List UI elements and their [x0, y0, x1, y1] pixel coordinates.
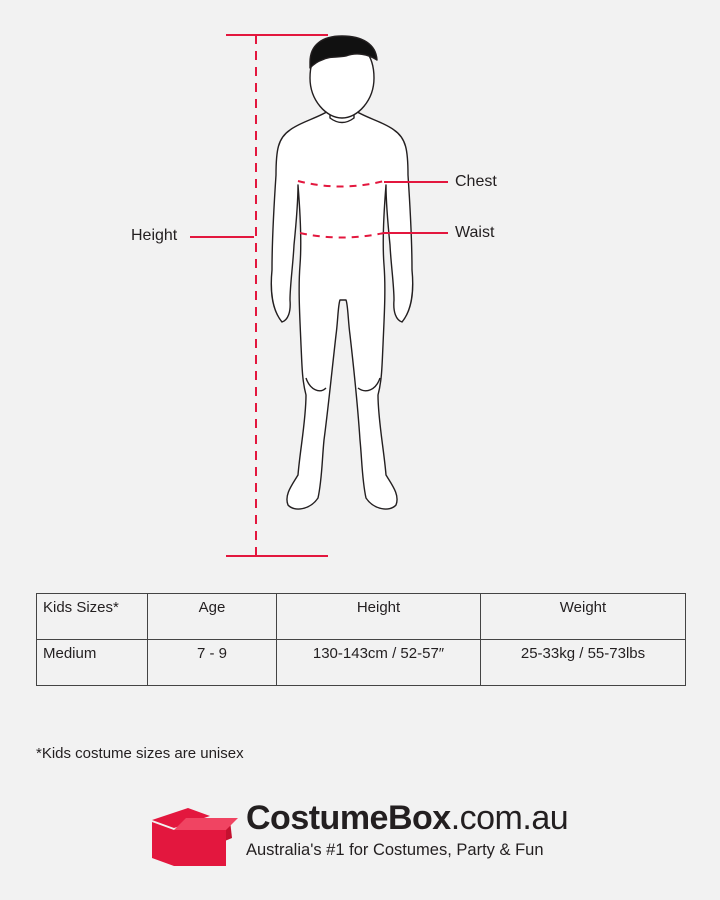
- brand-domain: .com.au: [450, 799, 569, 837]
- header-weight: Weight: [481, 594, 686, 640]
- cell-height: 130-143cm / 52-57″: [277, 640, 481, 686]
- cell-weight: 25-33kg / 55-73lbs: [481, 640, 686, 686]
- header-age: Age: [148, 594, 277, 640]
- table-row: [37, 640, 686, 686]
- header-kids-sizes: Kids Sizes*: [37, 594, 148, 640]
- chest-label: Chest: [455, 173, 497, 190]
- height-label: Height: [131, 227, 178, 244]
- size-table: [36, 593, 686, 686]
- brand-name: [246, 799, 568, 838]
- cell-age: 7 - 9: [148, 640, 277, 686]
- child-silhouette-icon: [271, 36, 412, 509]
- cell-size: Medium: [37, 640, 148, 686]
- header-height: Height: [277, 594, 481, 640]
- waist-label: Waist: [455, 224, 495, 241]
- unisex-footnote: *Kids costume sizes are unisex: [36, 745, 244, 762]
- brand-tagline: Australia's #1 for Costumes, Party & Fun: [246, 841, 544, 859]
- table-header-row: [37, 594, 686, 640]
- brand-name-main: CostumeBox: [246, 799, 451, 837]
